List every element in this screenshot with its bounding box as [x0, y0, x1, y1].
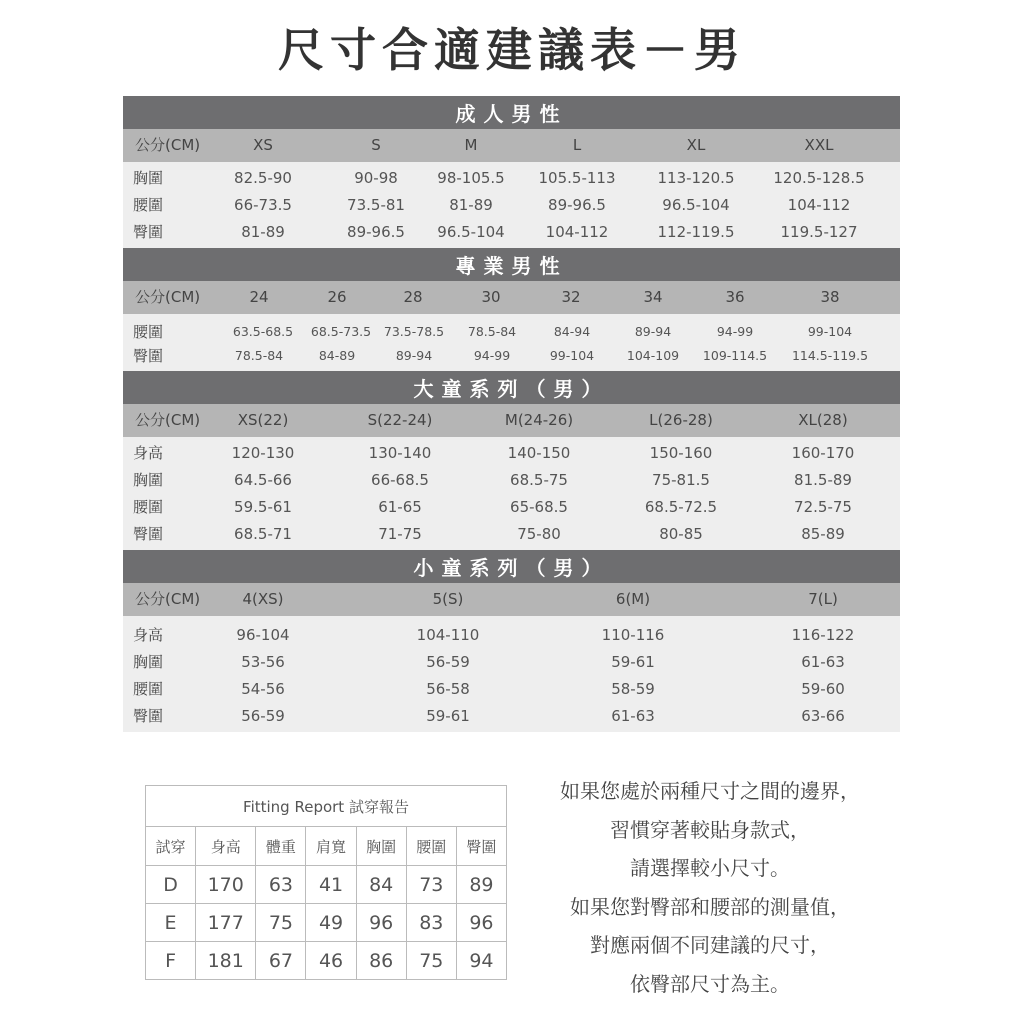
measure-value: 112-119.5	[657, 223, 735, 241]
size-label: XL	[686, 136, 706, 154]
measure-value: 68.5-72.5	[644, 498, 718, 516]
fitting-header: 身高	[196, 827, 256, 866]
measure-value: 104-112	[787, 196, 851, 214]
measure-row	[123, 676, 900, 703]
measure-value: 89-96.5	[548, 196, 606, 214]
measure-value: 68.5-75	[510, 471, 568, 489]
measure-value: 90-98	[354, 169, 398, 187]
size-label: S	[371, 136, 381, 154]
measure-row	[123, 703, 900, 730]
measure-value: 81.5-89	[794, 471, 852, 489]
fitting-header: 肩寬	[306, 827, 356, 866]
measure-label: 身高	[133, 444, 164, 462]
measure-value: 116-122	[791, 626, 855, 644]
size-label: L	[572, 136, 582, 154]
measure-value: 150-160	[649, 444, 713, 462]
section-band-small-kids: 小童系列（男）	[123, 550, 900, 583]
measure-value: 104-112	[545, 223, 609, 241]
measure-value: 98-105.5	[437, 169, 505, 187]
measure-row	[123, 344, 900, 368]
fitting-cell: 41	[306, 866, 356, 904]
size-label: 6(M)	[615, 590, 651, 608]
measure-label: 臀圍	[133, 223, 164, 241]
section-body-adult	[123, 162, 900, 248]
size-header-small-kids	[123, 583, 900, 616]
measure-label: 腰圍	[133, 196, 164, 214]
fitting-cell: 46	[306, 942, 356, 980]
unit-label: 公分(CM)	[135, 590, 201, 608]
measure-value: 59.5-61	[234, 498, 292, 516]
measure-value: 81-89	[449, 196, 493, 214]
measure-label: 胸圍	[133, 471, 164, 489]
size-chart	[123, 96, 900, 732]
measure-row	[123, 440, 900, 467]
measure-row	[123, 622, 900, 649]
measure-value: 104-109	[626, 348, 680, 363]
size-label: 34	[643, 288, 663, 306]
measure-value: 59-61	[611, 653, 655, 671]
measure-value: 84-89	[318, 348, 356, 363]
section-body-pro	[123, 314, 900, 371]
measure-value: 81-89	[241, 223, 285, 241]
measure-label: 臀圍	[133, 525, 164, 543]
note-line: 請選擇較小尺寸。	[630, 856, 790, 880]
fitting-header: 胸圍	[356, 827, 406, 866]
size-header-adult	[123, 129, 900, 162]
fitting-cell: 75	[406, 942, 456, 980]
measure-value: 56-59	[241, 707, 285, 725]
size-header-pro	[123, 281, 900, 314]
measure-value: 78.5-84	[234, 348, 284, 363]
fitting-cell: E	[146, 904, 196, 942]
measure-value: 110-116	[601, 626, 665, 644]
size-label: 32	[561, 288, 581, 306]
measure-value: 64.5-66	[234, 471, 292, 489]
size-label: M	[464, 136, 478, 154]
measure-row	[123, 649, 900, 676]
measure-value: 109-114.5	[702, 348, 768, 363]
fitting-cell: 181	[196, 942, 256, 980]
measure-value: 63.5-68.5	[232, 324, 294, 339]
fitting-report-title: Fitting Report 試穿報告	[146, 786, 507, 827]
measure-value: 160-170	[791, 444, 855, 462]
unit-label: 公分(CM)	[135, 288, 201, 306]
fitting-cell: 94	[456, 942, 506, 980]
measure-value: 65-68.5	[510, 498, 568, 516]
size-label: 36	[725, 288, 745, 306]
measure-value: 75-80	[517, 525, 561, 543]
note-line: 如果您處於兩種尺寸之間的邊界，	[560, 779, 860, 803]
fitting-cell: F	[146, 942, 196, 980]
note-line: 對應兩個不同建議的尺寸，	[590, 933, 830, 957]
unit-label: 公分(CM)	[135, 136, 201, 154]
fitting-cell: D	[146, 866, 196, 904]
measure-value: 66-73.5	[234, 196, 292, 214]
measure-label: 腰圍	[133, 323, 164, 341]
measure-value: 89-94	[634, 324, 672, 339]
fitting-cell: 75	[256, 904, 306, 942]
size-label: 24	[249, 288, 269, 306]
measure-value: 78.5-84	[467, 324, 517, 339]
size-label: M(24-26)	[504, 411, 574, 429]
fitting-cell: 170	[196, 866, 256, 904]
fitting-report-table	[145, 785, 507, 980]
measure-value: 89-94	[395, 348, 433, 363]
measure-value: 94-99	[716, 324, 754, 339]
measure-value: 54-56	[241, 680, 285, 698]
size-label: XL(28)	[798, 411, 848, 429]
fitting-header: 臀圍	[456, 827, 506, 866]
measure-value: 80-85	[659, 525, 703, 543]
fitting-cell: 177	[196, 904, 256, 942]
measure-value: 61-63	[801, 653, 845, 671]
measure-row	[123, 320, 900, 344]
fitting-cell: 49	[306, 904, 356, 942]
fitting-header: 體重	[256, 827, 306, 866]
measure-value: 73.5-78.5	[383, 324, 445, 339]
fitting-cell: 67	[256, 942, 306, 980]
measure-value: 58-59	[611, 680, 655, 698]
fitting-row	[146, 866, 507, 904]
measure-label: 胸圍	[133, 169, 164, 187]
measure-value: 61-65	[378, 498, 422, 516]
measure-value: 72.5-75	[794, 498, 852, 516]
note-line: 依臀部尺寸為主。	[630, 971, 790, 996]
size-header-big-kids	[123, 404, 900, 437]
measure-value: 96-104	[236, 626, 290, 644]
measure-value: 114.5-119.5	[791, 348, 869, 363]
measure-value: 61-63	[611, 707, 655, 725]
measure-label: 腰圍	[133, 498, 164, 516]
measure-value: 68.5-73.5	[310, 324, 372, 339]
section-body-small-kids	[123, 616, 900, 732]
measure-value: 59-60	[801, 680, 845, 698]
measure-value: 68.5-71	[234, 525, 292, 543]
fitting-cell: 89	[456, 866, 506, 904]
section-body-big-kids	[123, 437, 900, 550]
measure-value: 89-96.5	[347, 223, 405, 241]
measure-value: 104-110	[416, 626, 480, 644]
measure-value: 120-130	[231, 444, 295, 462]
section-band-pro: 專業男性	[123, 248, 900, 281]
fitting-cell: 73	[406, 866, 456, 904]
size-label: XS(22)	[237, 411, 289, 429]
fitting-header: 試穿	[146, 827, 196, 866]
size-label: 4(XS)	[242, 590, 284, 608]
measure-value: 73.5-81	[347, 196, 405, 214]
size-label: XS	[253, 136, 273, 154]
fitting-cell: 96	[456, 904, 506, 942]
measure-value: 82.5-90	[234, 169, 292, 187]
measure-row	[123, 494, 900, 521]
measure-value: 105.5-113	[538, 169, 616, 187]
size-label: S(22-24)	[367, 411, 433, 429]
measure-row	[123, 165, 900, 192]
size-label: 38	[820, 288, 840, 306]
measure-value: 85-89	[801, 525, 845, 543]
fitting-row	[146, 942, 507, 980]
measure-value: 53-56	[241, 653, 285, 671]
note-line: 如果您對臀部和腰部的測量值，	[570, 894, 850, 919]
measure-value: 99-104	[549, 348, 595, 363]
size-label: 26	[327, 288, 347, 306]
measure-label: 腰圍	[133, 680, 164, 698]
fitting-cell: 84	[356, 866, 406, 904]
measure-value: 71-75	[378, 525, 422, 543]
size-label: 30	[481, 288, 501, 306]
measure-value: 119.5-127	[780, 223, 858, 241]
measure-value: 56-58	[426, 680, 470, 698]
fitting-cell: 83	[406, 904, 456, 942]
measure-label: 臀圍	[133, 347, 164, 365]
section-band-adult: 成人男性	[123, 96, 900, 129]
size-label: 28	[403, 288, 423, 306]
unit-label: 公分(CM)	[135, 411, 201, 429]
measure-value: 96.5-104	[662, 196, 730, 214]
measure-value: 96.5-104	[437, 223, 505, 241]
measure-value: 113-120.5	[657, 169, 735, 187]
page-title: 尺寸合適建議表－男	[278, 23, 746, 77]
measure-value: 59-61	[426, 707, 470, 725]
measure-value: 56-59	[426, 653, 470, 671]
note-line: 習慣穿著較貼身款式，	[610, 817, 810, 842]
measure-value: 140-150	[507, 444, 571, 462]
fitting-row	[146, 904, 507, 942]
measure-value: 75-81.5	[652, 471, 710, 489]
fitting-header: 腰圍	[406, 827, 456, 866]
fitting-cell: 63	[256, 866, 306, 904]
measure-value: 99-104	[807, 324, 853, 339]
size-label: L(26-28)	[649, 411, 713, 429]
measure-value: 130-140	[368, 444, 432, 462]
measure-value: 84-94	[553, 324, 591, 339]
measure-value: 94-99	[473, 348, 511, 363]
measure-row	[123, 521, 900, 548]
fitting-cell: 96	[356, 904, 406, 942]
size-advice-note	[520, 772, 900, 1003]
measure-label: 臀圍	[133, 707, 164, 725]
measure-label: 胸圍	[133, 653, 164, 671]
size-label: 5(S)	[432, 590, 464, 608]
fitting-cell: 86	[356, 942, 406, 980]
measure-value: 120.5-128.5	[773, 169, 865, 187]
measure-row	[123, 219, 900, 246]
measure-value: 66-68.5	[371, 471, 429, 489]
size-label: 7(L)	[808, 590, 838, 608]
measure-row	[123, 467, 900, 494]
size-label: XXL	[804, 136, 834, 154]
section-band-big-kids: 大童系列（男）	[123, 371, 900, 404]
measure-value: 63-66	[801, 707, 845, 725]
measure-row	[123, 192, 900, 219]
measure-label: 身高	[133, 626, 164, 644]
